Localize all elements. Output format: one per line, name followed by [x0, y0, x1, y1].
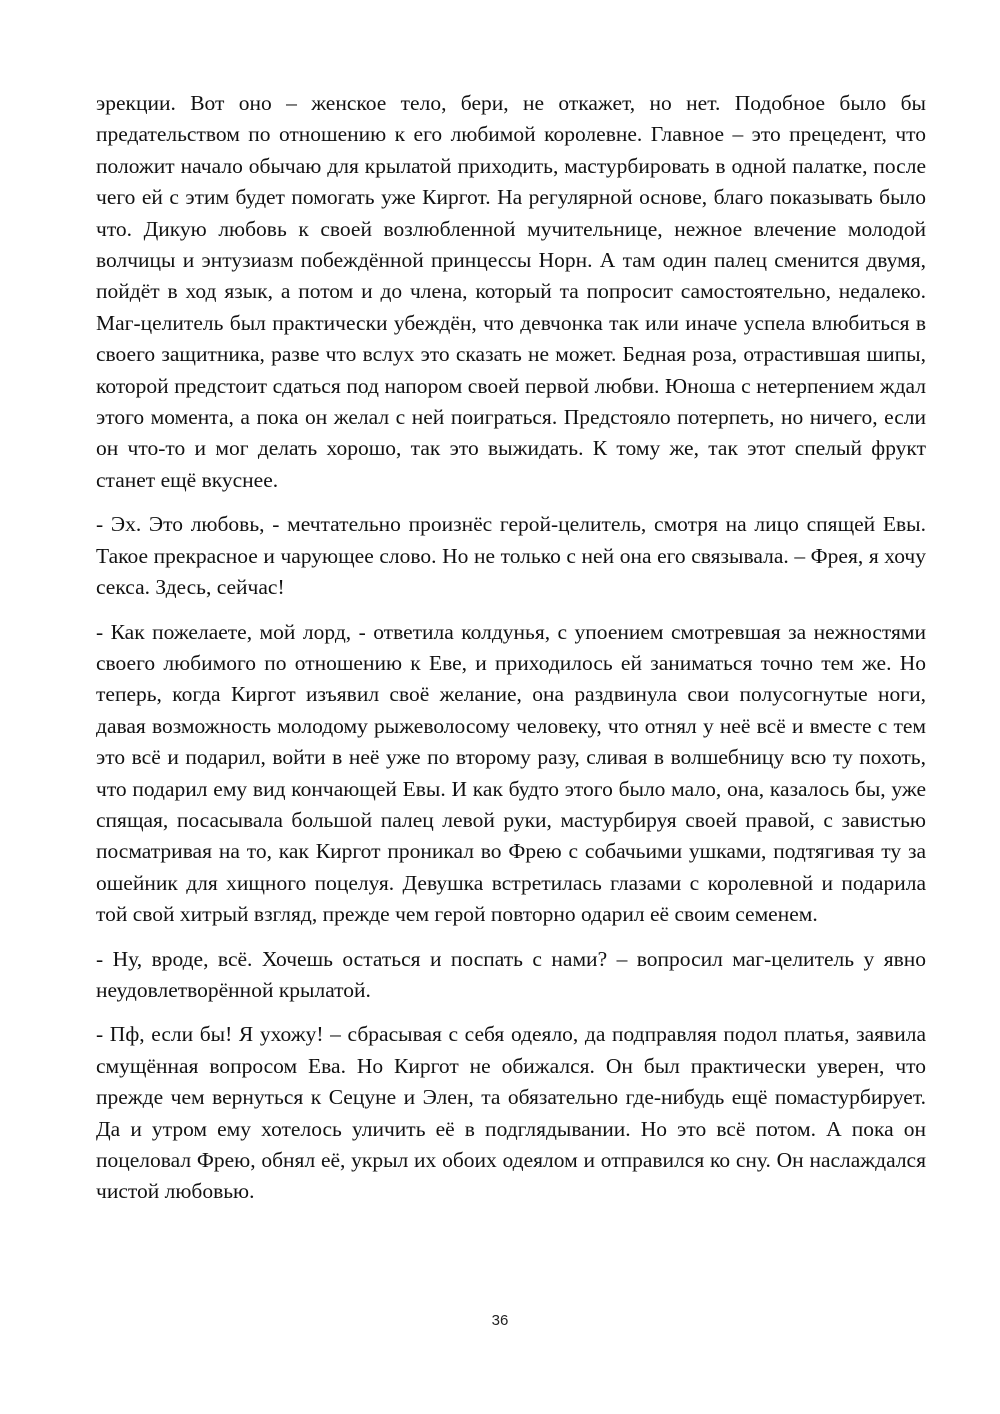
paragraph: - Пф, если бы! Я ухожу! – сбрасывая с себя одеяло, да подправляя подол платья, заявила смущённая вопросом Ева. Но Киргот не обижался. Он был практически уверен, что прежде чем вернуться к Сецуне и Элен, та обязательно где-нибудь ещё помастурбирует. Да и утром ему хотелось уличить её в подглядывании. Но это всё потом. А пока он поцеловал Фрею, обнял её, укрыл их обоих одеялом и отправился ко сну. Он наслаждался чистой любовью.	[96, 1022, 926, 1204]
paragraph: - Ну, вроде, всё. Хочешь остаться и поспать с нами? – вопросил маг-целитель у явно неудовлетворённой крылатой.	[96, 946, 926, 1002]
page-number: 36	[491, 1312, 509, 1329]
document-body	[96, 88, 926, 1221]
paragraph: эрекции. Вот оно – женское тело, бери, не откажет, но нет. Подобное было бы предательством по отношению к его любимой королевне. Главное – это прецедент, что положит начало обычаю для крылатой приходить, мастурбировать в одной палатке, после чего ей с этим будет помогать уже Киргот. На регулярной основе, благо показывать было что. Дикую любовь к своей возлюбленной мучительнице, нежное влечение молодой волчицы и энтузиазм побеждённой принцессы Норн. А там один палец сменится двумя, пойдёт в ход язык, а потом и до члена, который та попросит самостоятельно, недалеко. Маг-целитель был практически убеждён, что девчонка так или иначе успела влюбиться в своего защитника, разве что вслух это сказать не может. Бедная роза, отрастившая шипы, которой предстоит сдаться под напором своей первой любви. Юноша с нетерпением ждал этого момента, а пока он желал с ней поиграться. Предстояло потерпеть, но ничего, если он что-то и мог делать хорошо, так это выжидать. К тому же, так этот спелый фрукт станет ещё вкуснее.	[96, 91, 926, 492]
paragraph: - Эх. Это любовь, - мечтательно произнёс герой-целитель, смотря на лицо спящей Евы. Такое прекрасное и чарующее слово. Но не только с ней она его связывала. – Фрея, я хочу секса. Здесь, сейчас!	[96, 512, 926, 600]
paragraph: - Как пожелаете, мой лорд, - ответила колдунья, с упоением смотревшая за нежностями своего любимого по отношению к Еве, и приходилось ей заниматься точно тем же. Но теперь, когда Киргот изъявил своё желание, она раздвинула свои полусогнутые ноги, давая возможность молодому рыжеволосому человеку, что отнял у неё всё и вместе с тем это всё и подарил, войти в неё уже по второму разу, сливая в волшебницу всю ту похоть, что подарил ему вид кончающей Евы. И как будто этого было мало, она, казалось бы, уже спящая, посасывала большой палец левой руки, мастурбируя своей правой, с завистью посматривая на то, как Киргот проникал во Фрею с собачьими ушками, подтягивая ту за ошейник для хищного поцелуя. Девушка встретилась глазами с королевной и подарила той свой хитрый взгляд, прежде чем герой повторно одарил её своим семенем.	[96, 619, 926, 927]
